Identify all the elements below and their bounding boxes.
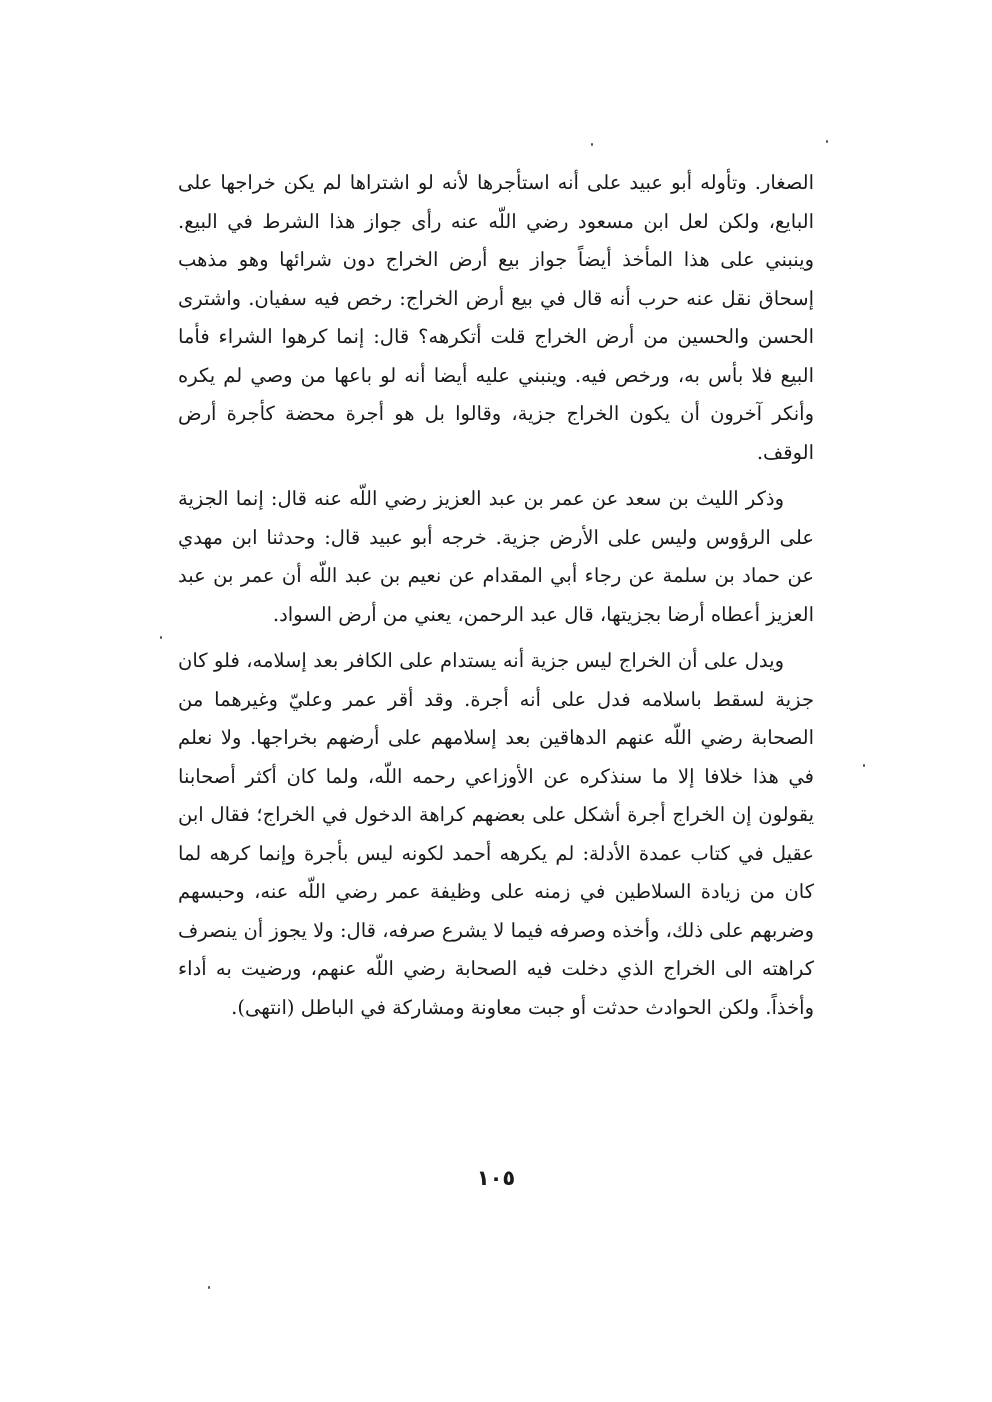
paragraph: ويدل على أن الخراج ليس جزية أنه يستدام على الكافر بعد إسلامه، فلو كان جزية لسقط باسلامه فدل على أنه أجرة. وقد أقر عمر وعليّ وغيرهما من الصحابة رضي اللّه عنهم الدهاقين بعد إسلامهم على أرضهم بخراجها. ولا نعلم في هذا خلافا إلا ما سنذكره عن الأوزاعي رحمه اللّه، ولما كان أكثر أصحابنا يقولون إن الخراج أجرة أشكل على بعضهم كراهة الدخول في الخراج؛ فقال ابن عقيل في كتاب عمدة الأدلة: لم يكرهه أحمد لكونه ليس بأجرة وإنما كرهه لما كان من زيادة السلاطين في زمنه على وظيفة عمر رضي اللّه عنه، وحبسهم وضربهم على ذلك، وأخذه وصرفه فيما لا يشرع صرفه، قال: ولا يجوز أن ينصرف كراهته الى الخراج الذي دخلت فيه الصحابة رضي اللّه عنهم، ورضيت به أداء وأخذاً. ولكن الحوادث حدثت أو جبت معاونة ومشاركة في الباطل (انتهى). — [178, 649, 814, 1019]
scan-speck — [160, 636, 162, 639]
paragraph: وذكر الليث بن سعد عن عمر بن عبد العزيز رضي اللّه عنه قال: إنما الجزية على الرؤوس وليس على الأرض جزية. خرجه أبو عبيد قال: وحدثنا ابن مهدي عن حماد بن سلمة عن رجاء أبي المقدام عن نعيم بن عبد اللّه أن عمر بن عبد العزيز أعطاه أرضا بجزيتها، قال عبد الرحمن، يعني من أرض السواد. — [178, 487, 814, 626]
paragraph: الصغار. وتأوله أبو عبيد على أنه استأجرها لأنه لو اشتراها لم يكن خراجها على البايع، ولكن لعل ابن مسعود رضي اللّه عنه رأى جواز هذا الشرط في البيع. وينبني على هذا المأخذ أيضاً جواز بيع أرض الخراج دون شرائها وهو مذهب إسحاق نقل عنه حرب أنه قال في بيع أرض الخراج: رخص فيه سفيان. واشترى الحسن والحسين من أرض الخراج قلت أتكرهه؟ قال: إنما كرهوا الشراء فأما البيع فلا بأس به، ورخص فيه. وينبني عليه أيضا أنه لو باعها من وصي لم يكره وأنكر آخرون أن يكون الخراج جزية، وقالوا بل هو أجرة محضة كأجرة أرض الوقف. — [178, 171, 814, 464]
page-number: ١٠٥ — [476, 1166, 516, 1190]
body-text — [178, 164, 814, 1027]
scan-speck — [863, 764, 865, 767]
scan-speck — [208, 1286, 210, 1289]
scan-speck — [826, 140, 828, 143]
scan-speck — [591, 143, 593, 146]
